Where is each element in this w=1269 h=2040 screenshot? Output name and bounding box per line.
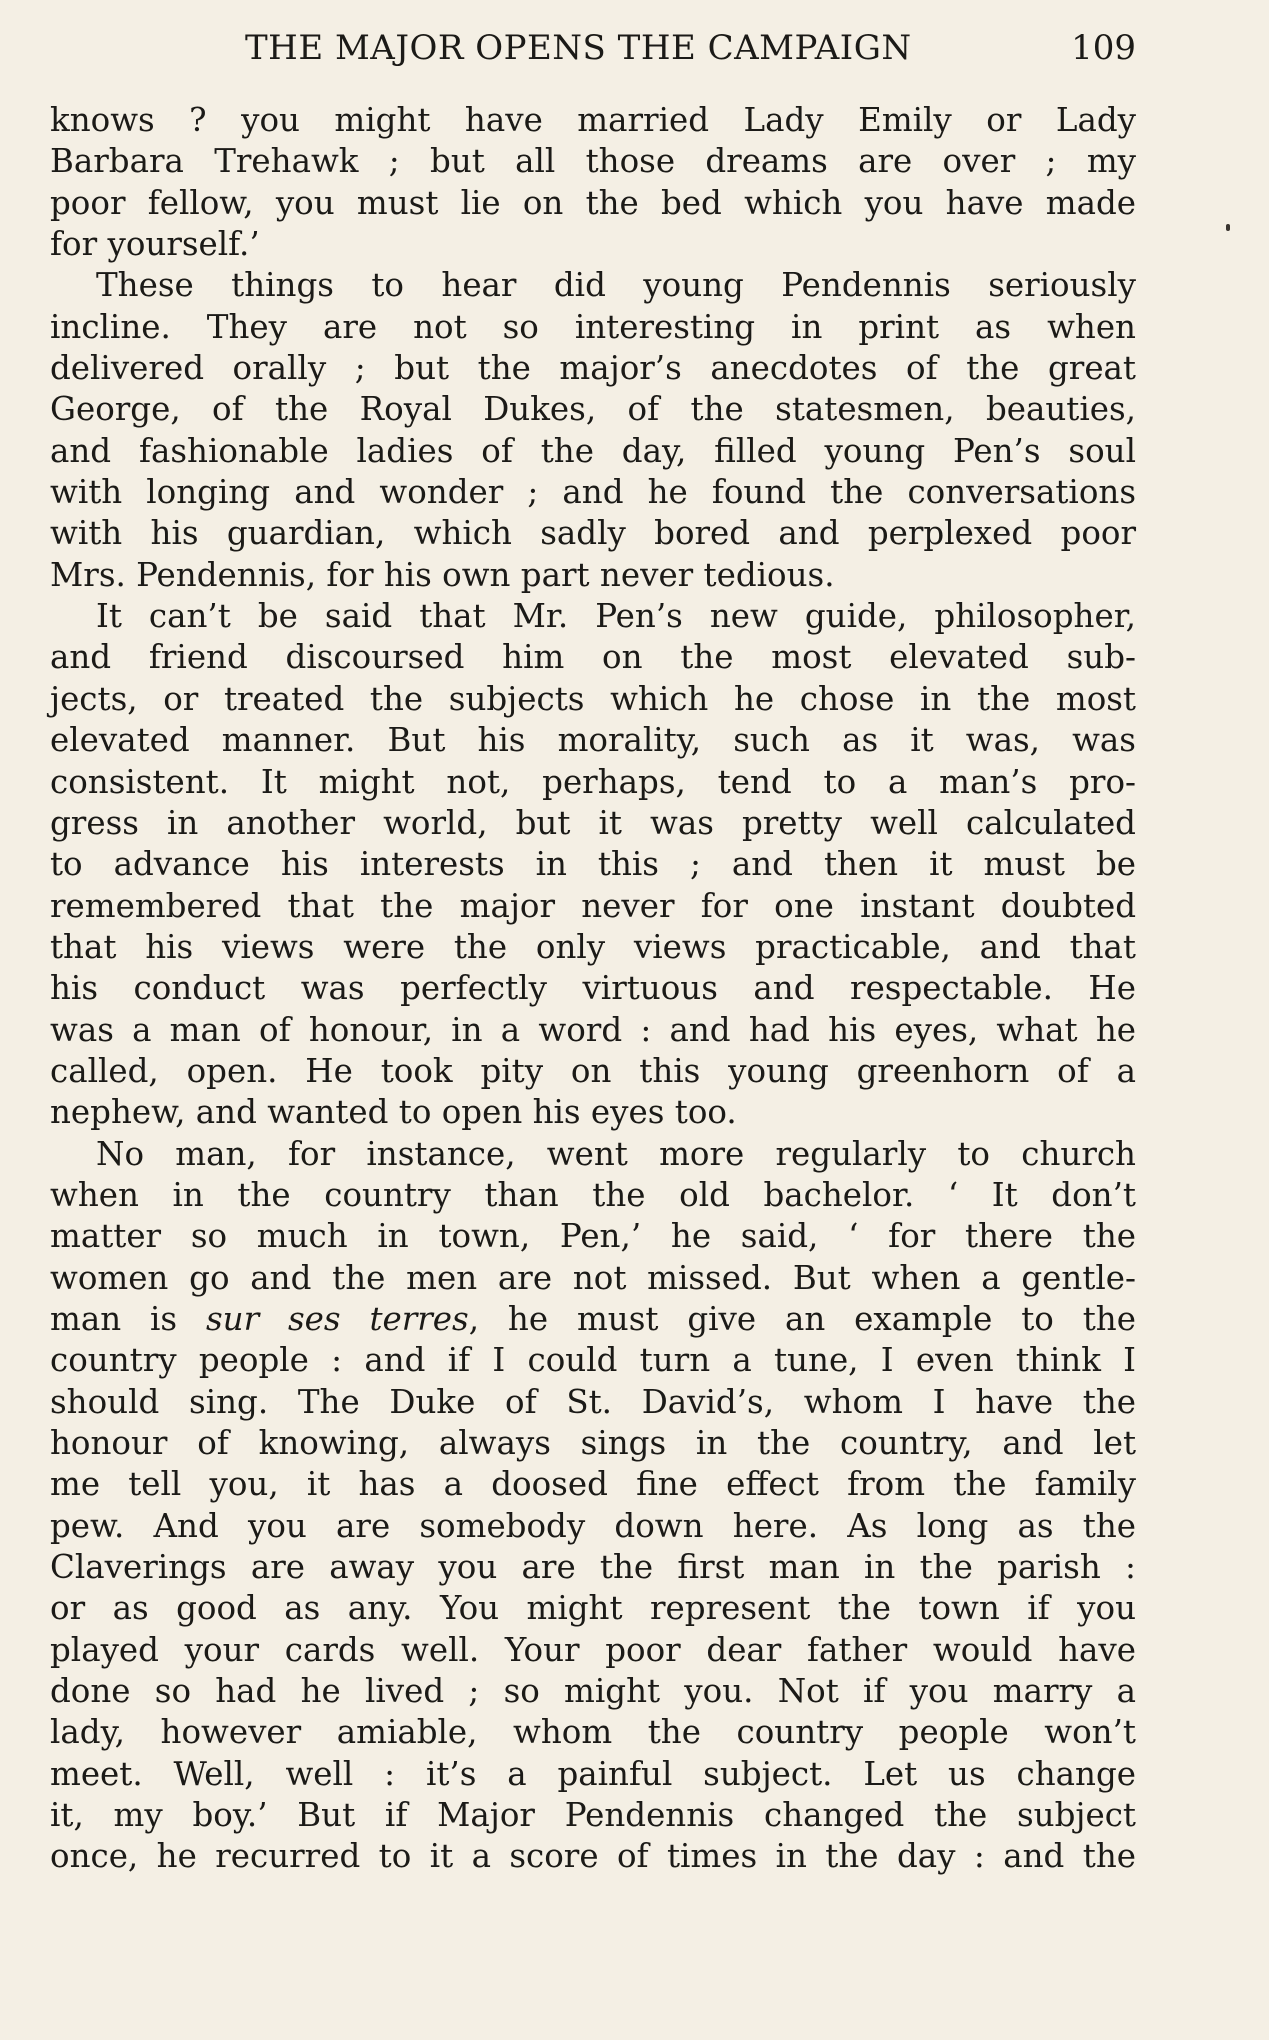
text-line: and friend discoursed him on the most elevated sub- bbox=[50, 638, 1136, 677]
body-text bbox=[50, 100, 1136, 1878]
text-line: meet. Well, well : it’s a painful subject. Let us change bbox=[50, 1754, 1136, 1793]
text-line: George, of the Royal Dukes, of the statesmen, beauties, bbox=[50, 390, 1136, 429]
text-line: elevated manner. But his morality, such as it was, was bbox=[50, 721, 1136, 760]
margin-speck bbox=[1226, 224, 1230, 231]
text-line: when in the country than the old bachelor. ‘ It don’t bbox=[50, 1175, 1136, 1214]
italic-phrase: sur ses terres bbox=[205, 1299, 469, 1338]
text-line: These things to hear did young Pendennis seriously bbox=[96, 266, 1136, 305]
text-line: It can’t be said that Mr. Pen’s new guide, philosopher, bbox=[96, 597, 1136, 636]
text-line: Claverings are away you are the first man in the parish : bbox=[50, 1548, 1136, 1587]
text-line: should sing. The Duke of St. David’s, whom I have the bbox=[50, 1382, 1136, 1421]
running-header bbox=[50, 20, 1136, 76]
page-number: 109 bbox=[1071, 28, 1136, 68]
text-line: with longing and wonder ; and he found the conversations bbox=[50, 473, 1136, 512]
text-line: country people : and if I could turn a tune, I even think I bbox=[50, 1341, 1136, 1380]
text-line: or as good as any. You might represent the town if you bbox=[50, 1589, 1136, 1628]
text-line: jects, or treated the subjects which he chose in the most bbox=[50, 679, 1136, 718]
text-line: knows ? you might have married Lady Emily or Lady bbox=[50, 101, 1136, 139]
text-line: lady, however amiable, whom the country people won’t bbox=[50, 1713, 1136, 1752]
text-line: was a man of honour, in a word : and had his eyes, what he bbox=[50, 1010, 1136, 1049]
text-line: No man, for instance, went more regularly to church bbox=[96, 1134, 1136, 1173]
text-line: matter so much in town, Pen,’ he said, ‘ for there the bbox=[50, 1217, 1136, 1256]
text-line: pew. And you are somebody down here. As long as the bbox=[50, 1506, 1136, 1545]
text-line: delivered orally ; but the major’s anecdotes of the great bbox=[50, 349, 1136, 388]
text-line: poor fellow, you must lie on the bed which you have made bbox=[50, 183, 1136, 222]
text-line: incline. They are not so interesting in print as when bbox=[50, 307, 1136, 346]
text-line: for yourself.’ bbox=[50, 225, 260, 264]
text-line: Barbara Trehawk ; but all those dreams are over ; my bbox=[50, 142, 1136, 181]
running-title: THE MAJOR OPENS THE CAMPAIGN bbox=[245, 28, 912, 68]
text-line: remembered that the major never for one instant doubted bbox=[50, 886, 1136, 925]
text-line: to advance his interests in this ; and then it must be bbox=[50, 845, 1136, 884]
text-line: consistent. It might not, perhaps, tend to a man’s pro- bbox=[50, 762, 1136, 801]
text-line: that his views were the only views practicable, and that bbox=[50, 927, 1136, 966]
text-line: Mrs. Pendennis, for his own part never tedious. bbox=[50, 555, 835, 594]
text-line: gress in another world, but it was pretty well calculated bbox=[50, 803, 1136, 842]
text-line: man is sur ses terres, he must give an example to the bbox=[50, 1299, 1136, 1338]
text-line: played your cards well. Your poor dear father would have bbox=[50, 1630, 1136, 1669]
text-line: me tell you, it has a doosed fine effect from the family bbox=[50, 1465, 1136, 1504]
text-line: nephew, and wanted to open his eyes too. bbox=[50, 1093, 737, 1132]
text-line: his conduct was perfectly virtuous and respectable. He bbox=[50, 969, 1136, 1008]
text-line: with his guardian, which sadly bored and perplexed poor bbox=[50, 514, 1136, 553]
text-line: done so had he lived ; so might you. Not if you marry a bbox=[50, 1672, 1136, 1711]
text-line: women go and the men are not missed. But when a gentle- bbox=[50, 1258, 1136, 1297]
text-line: called, open. He took pity on this young greenhorn of a bbox=[50, 1051, 1136, 1090]
text-line: it, my boy.’ But if Major Pendennis changed the subject bbox=[50, 1796, 1136, 1835]
text-line: and fashionable ladies of the day, filled young Pen’s soul bbox=[50, 431, 1136, 470]
text-line: honour of knowing, always sings in the country, and let bbox=[50, 1424, 1136, 1462]
text-line: once, he recurred to it a score of times in the day : and the bbox=[50, 1837, 1136, 1876]
